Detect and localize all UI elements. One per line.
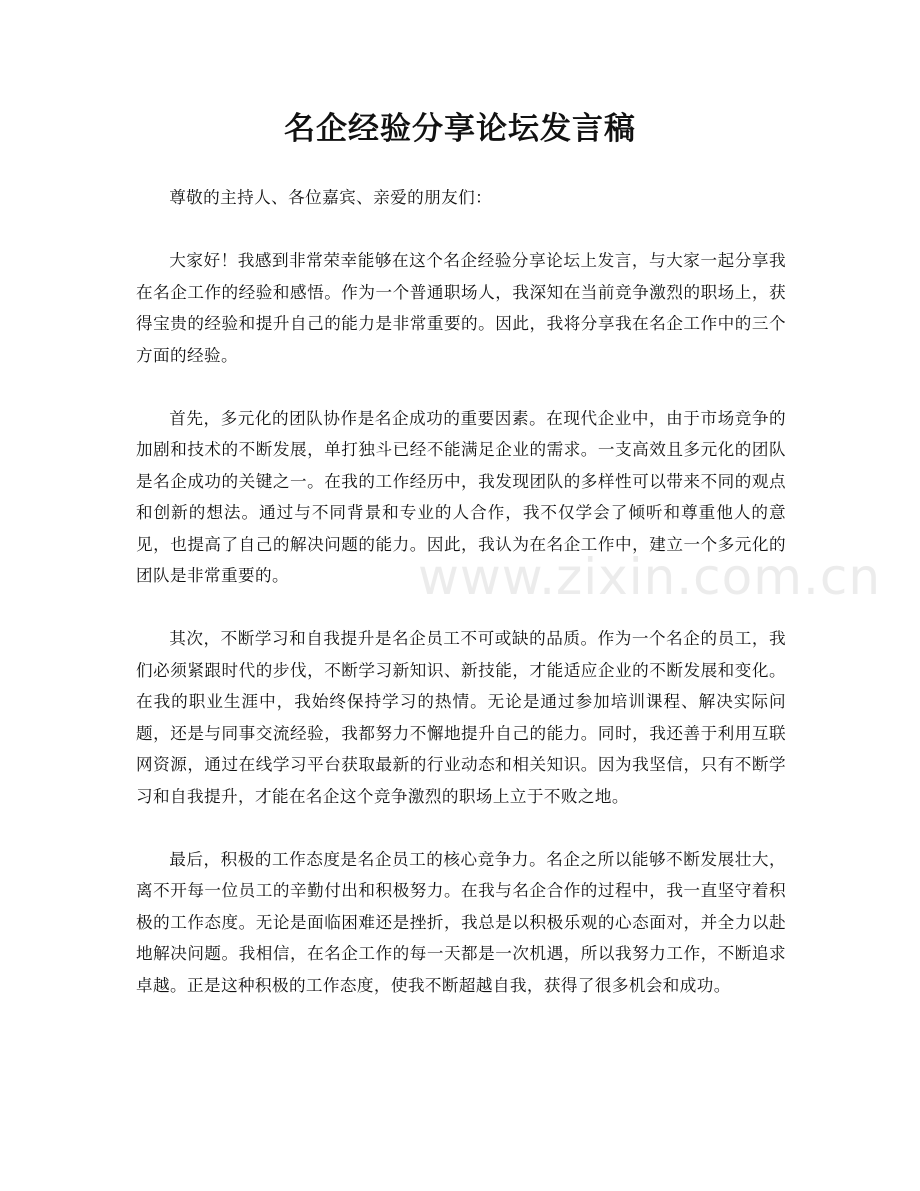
learning-paragraph: 其次，不断学习和自我提升是名企员工不可或缺的品质。作为一个名企的员工，我们必须紧跟时代的步伐，不断学习新知识、新技能，才能适应企业的不断发展和变化。在我的职业生涯中，我始终保持学习的热情。无论是通过参加培训课程、解决实际问题，还是与同事交流经验，我都努力不懈地提升自己的能力。同时，我还善于利用互联网资源，通过在线学习平台获取最新的行业动态和相关知识。因为我坚信，只有不断学习和自我提升，才能在名企这个竞争激烈的职场上立于不败之地。 [136,629,786,806]
intro-paragraph: 大家好！我感到非常荣幸能够在这个名企经验分享论坛上发言，与大家一起分享我在名企工作的经验和感悟。作为一个普通职场人，我深知在当前竞争激烈的职场上，获得宝贵的经验和提升自己的能力是非常重要的。因此，我将分享我在名企工作中的三个方面的经验。 [136,251,786,365]
attitude-paragraph: 最后，积极的工作态度是名企员工的核心竞争力。名企之所以能够不断发展壮大，离不开每一位员工的辛勤付出和积极努力。在我与名企合作的过程中，我一直坚守着积极的工作态度。无论是面临困难还是挫折，我总是以积极乐观的心态面对，并全力以赴地解决问题。我相信，在名企工作的每一天都是一次机遇，所以我努力工作，不断追求卓越。正是这种积极的工作态度，使我不断超越自我，获得了很多机会和成功。 [136,849,786,995]
salutation-paragraph: 尊敬的主持人、各位嘉宾、亲爱的朋友们： [169,188,493,207]
document-body [136,182,786,1033]
watermark: www.zixin.com.cn [418,548,882,606]
document-title: 名企经验分享论坛发言稿 [284,111,636,147]
teamwork-paragraph: 首先，多元化的团队协作是名企成功的重要因素。在现代企业中，由于市场竞争的加剧和技术的不断发展，单打独斗已经不能满足企业的需求。一支高效且多元化的团队是名企成功的关键之一。在我的工作经历中，我发现团队的多样性可以带来不同的观点和创新的想法。通过与不同背景和专业的人合作，我不仅学会了倾听和尊重他人的意见，也提高了自己的解决问题的能力。因此，我认为在名企工作中，建立一个多元化的团队是非常重要的。 [136,408,786,585]
